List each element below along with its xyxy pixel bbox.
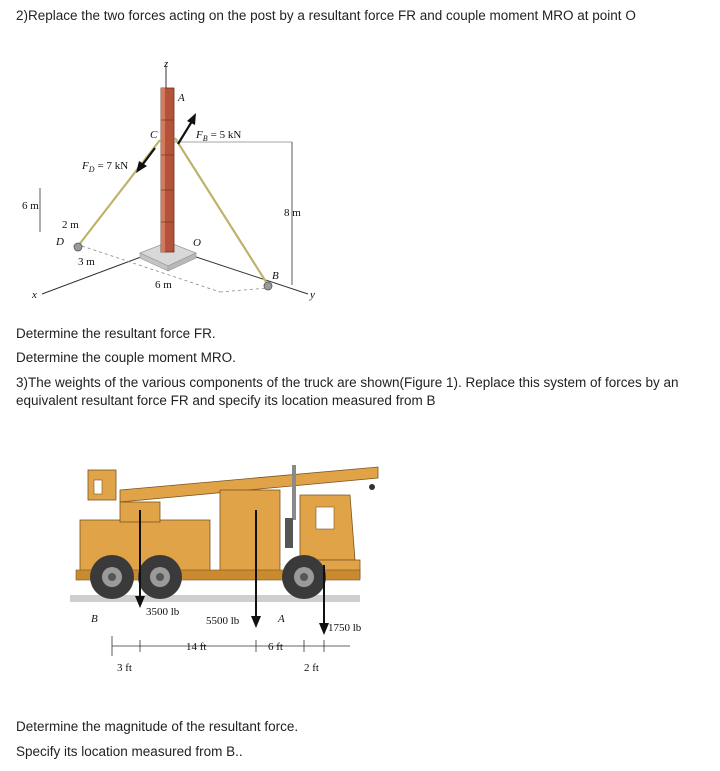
front-wheel <box>282 555 326 599</box>
rear-wheel-2 <box>138 555 182 599</box>
q3-ask-location: Specify its location measured from B.. <box>16 744 243 759</box>
dim-14ft: 14 ft <box>186 641 207 653</box>
weight-3500-label: 3500 lb <box>146 606 180 618</box>
label-fd: $F_D = 7$ kN <box>82 160 129 174</box>
label-b: B <box>272 270 279 282</box>
truck-label-a: A <box>278 613 285 625</box>
label-d: D <box>56 236 64 248</box>
rear-wheel-1 <box>90 555 134 599</box>
label-o: O <box>193 237 201 249</box>
label-a: A <box>178 92 185 104</box>
truck-figure <box>0 450 720 690</box>
label-2m: 2 m <box>62 219 79 231</box>
label-c: C <box>150 129 158 141</box>
label-8m: 8 m <box>284 207 301 219</box>
q2-ask-couple-moment: Determine the couple moment MRO. <box>16 350 236 365</box>
weight-5500-label: 5500 lb <box>206 615 240 627</box>
label-x: x <box>32 289 37 301</box>
post-figure <box>0 0 720 320</box>
label-6m-horizontal: 6 m <box>155 279 172 291</box>
label-y: y <box>310 289 315 301</box>
cable-cb <box>175 138 268 285</box>
label-3m: 3 m <box>78 256 95 268</box>
q3-ask-magnitude: Determine the magnitude of the resultant force. <box>16 719 299 734</box>
anchor-b <box>264 282 272 290</box>
weight-1750-label: 1750 lb <box>328 622 362 634</box>
label-fb: $F_B = 5$ kN <box>196 129 242 143</box>
anchor-d <box>74 243 82 251</box>
dim-3ft: 3 ft <box>117 662 132 674</box>
dim-6ft: 6 ft <box>268 641 283 653</box>
label-6m-vertical: 6 m <box>22 200 39 212</box>
label-z: z <box>164 58 169 70</box>
q3-title: 3)The weights of the various components of the truck are shown(Figure 1). Replace this system of forces by an equivalent resultant force FR and specify its location measured from B <box>16 375 679 408</box>
dim-2ft: 2 ft <box>304 662 319 674</box>
truck-label-b: B <box>91 613 98 625</box>
q2-ask-resultant-force: Determine the resultant force FR. <box>16 326 216 341</box>
q2-title: 2)Replace the two forces acting on the post by a resultant force FR and couple moment MRO at point O <box>16 8 636 23</box>
